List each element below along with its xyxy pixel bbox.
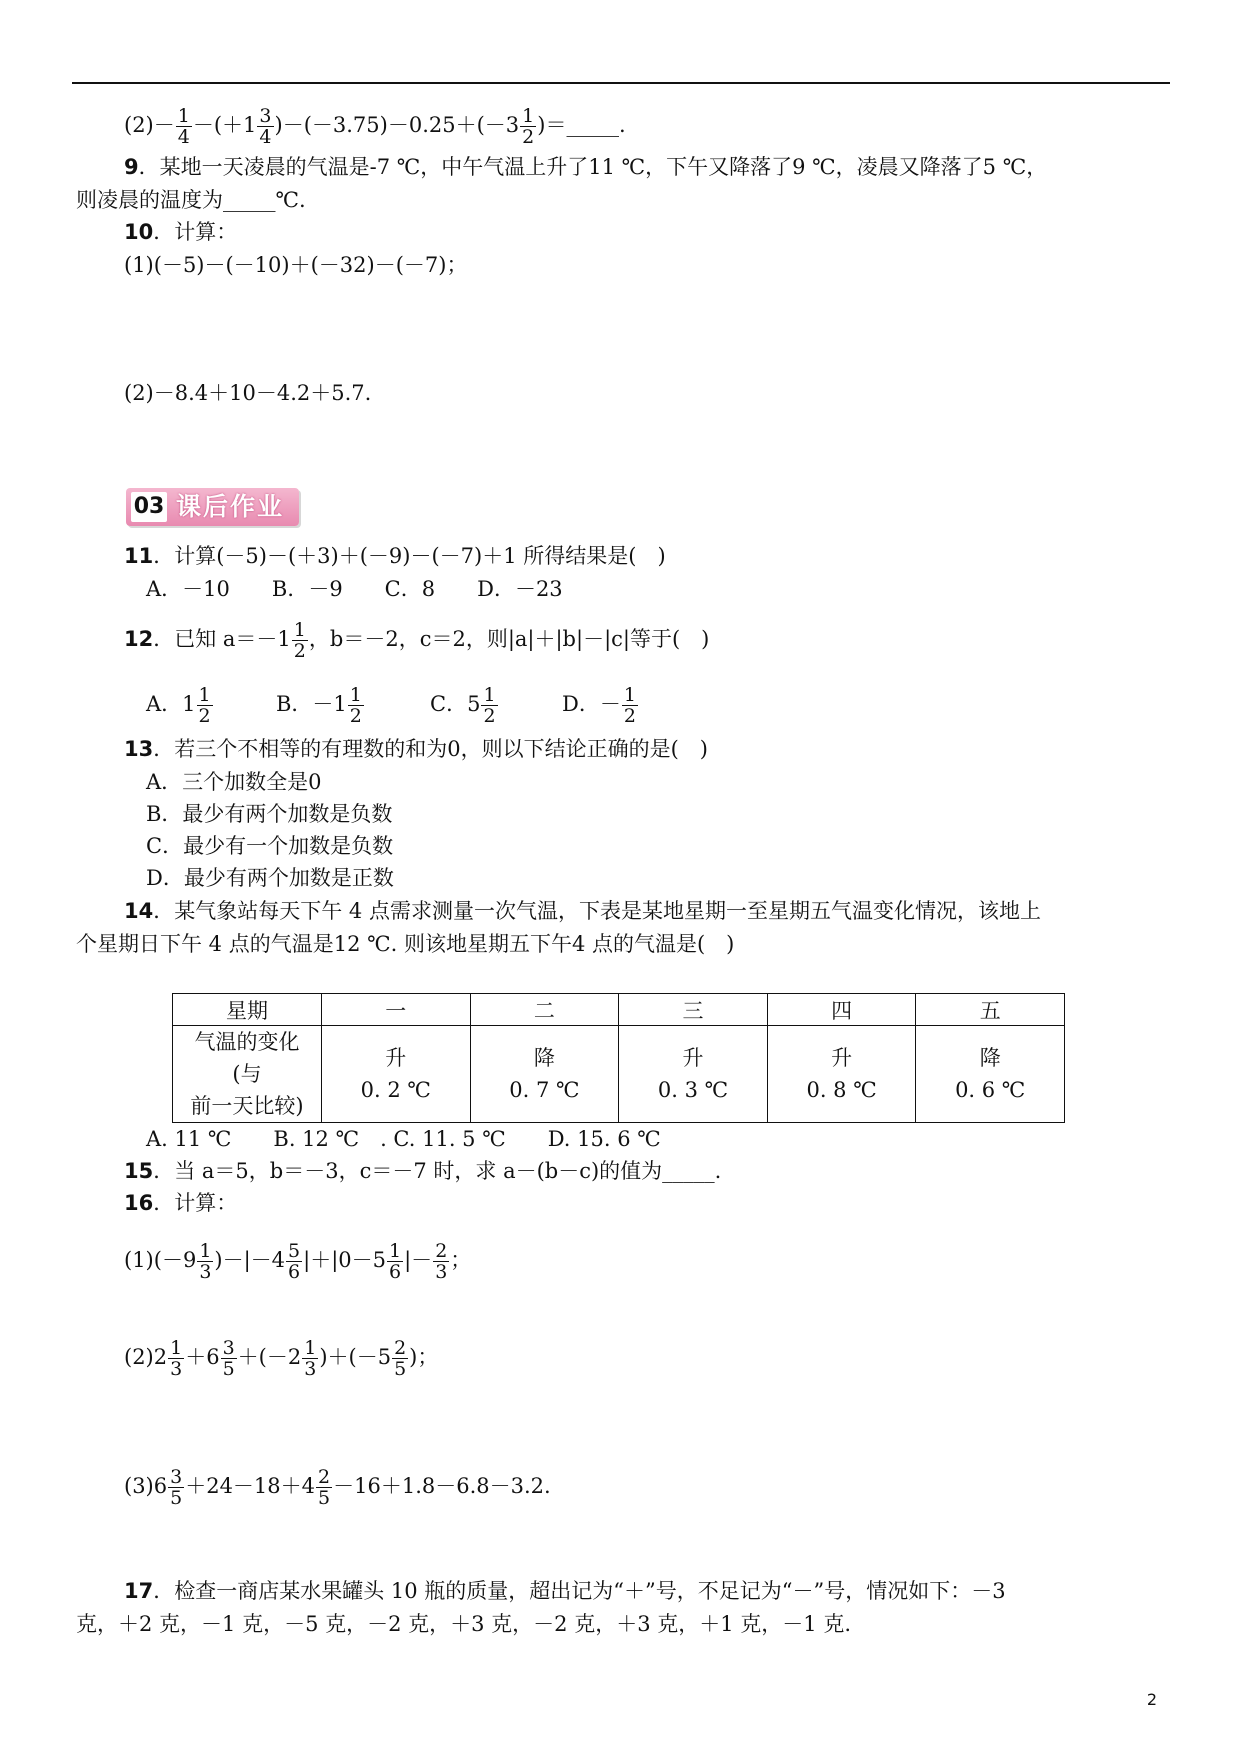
question-16-part-2: (2)2 $\frac{1}{3}$ ＋6 $\frac{3}{5}$ ＋(－2 $\frac{1}{3}$ )＋(－5 $\frac{2}{5}$ )； [124, 1337, 439, 1380]
table-cell: 降 0. 7 ℃ [470, 1026, 619, 1123]
fraction: $\frac{5}{6}$ [288, 1240, 301, 1283]
question-13-option-c: C．最少有一个加数是负数 [146, 834, 394, 858]
question-10-part-2: (2)－8.4＋10－4.2＋5.7. [124, 381, 372, 405]
fraction: $\frac{1}{2}$ [198, 684, 211, 727]
fraction: $\frac{1}{3}$ [170, 1337, 183, 1380]
question-12: 12．已知 a＝－1 $\frac{1}{2}$ ，b＝－2，c＝2，则|a|＋|b|－|c|等于( ) [124, 619, 710, 662]
header-rule [72, 82, 1170, 84]
page-number: 2 [1146, 1690, 1157, 1709]
question-17-line-2: 克，＋2 克，－1 克，－5 克，－2 克，＋3 克，－2 克，＋3 克，＋1 克，－1 克. [76, 1612, 851, 1636]
fraction: $\frac{1}{2}$ [349, 684, 362, 727]
question-9-line-2: 则凌晨的温度为_____℃. [76, 188, 306, 212]
question-11-options: A．－10 B．－9 C．8 D．－23 [146, 577, 563, 601]
question-17-line-1: 17．检查一商店某水果罐头 10 瓶的质量，超出记为“＋”号，不足记为“－”号，情况如下：－3 [124, 1579, 1006, 1603]
question-16-part-1: (1)(－9 $\frac{1}{3}$ )－|－4 $\frac{5}{6}$ |＋|0－5 $\frac{1}{6}$ |－ $\frac{2}{3}$ ； [124, 1240, 472, 1283]
section-title: 课后作业 [176, 492, 285, 521]
table-row [173, 1026, 1065, 1123]
temperature-table [172, 993, 1065, 1123]
table-header-cell: 星期 [173, 994, 322, 1026]
table-header-cell: 二 [470, 994, 619, 1026]
table-header-cell: 三 [619, 994, 768, 1026]
fraction: $\frac{1}{6}$ [389, 1240, 402, 1283]
fraction: $\frac{3}{5}$ [222, 1337, 235, 1380]
table-header-cell: 四 [767, 994, 916, 1026]
fraction: $\frac{2}{5}$ [318, 1466, 331, 1509]
question-16-heading: 16．计算： [124, 1191, 238, 1215]
question-11: 11．计算(－5)－(＋3)＋(－9)－(－7)＋1 所得结果是( ) [124, 544, 666, 568]
question-13-option-a: A．三个加数全是0 [146, 770, 322, 794]
question-13-option-d: D．最少有两个加数是正数 [146, 866, 394, 890]
question-8-part-2: (2)－ $\frac{1}{4}$ －(＋1 $\frac{3}{4}$ )－(－3.75)－0.25＋(－3 $\frac{1}{2}$ )＝_____. [124, 105, 626, 148]
fraction: $\frac{3}{4}$ [259, 105, 272, 148]
table-cell: 降 0. 6 ℃ [916, 1026, 1065, 1123]
fraction: $\frac{2}{5}$ [394, 1337, 407, 1380]
table-header-row [173, 994, 1065, 1026]
question-10-part-1: (1)(－5)－(－10)＋(－32)－(－7)； [124, 253, 468, 277]
row-label-cell: 气温的变化 (与 前一天比较) [173, 1026, 322, 1123]
question-14-options: A. 11 ℃ B. 12 ℃ . C. 11. 5 ℃ D. 15. 6 ℃ [146, 1127, 661, 1151]
fraction: $\frac{2}{3}$ [435, 1240, 448, 1283]
table-cell: 升 0. 8 ℃ [767, 1026, 916, 1123]
question-12-option-c: C．5 $\frac{1}{2}$ [430, 684, 496, 727]
fraction: $\frac{1}{2}$ [522, 105, 535, 148]
fraction: $\frac{1}{2}$ [483, 684, 496, 727]
fraction: $\frac{1}{3}$ [199, 1240, 212, 1283]
question-12-option-d: D．－ $\frac{1}{2}$ [562, 684, 636, 727]
fraction: $\frac{1}{2}$ [293, 619, 306, 662]
table-header-cell: 五 [916, 994, 1065, 1026]
question-12-option-a: A．1 $\frac{1}{2}$ [146, 684, 211, 727]
fraction: $\frac{1}{4}$ [177, 105, 190, 148]
question-14-line-2: 个星期日下午 4 点的气温是12 ℃. 则该地星期五下午4 点的气温是( ) [76, 932, 735, 956]
fraction: $\frac{1}{2}$ [623, 684, 636, 727]
question-16-part-3: (3)6 $\frac{3}{5}$ ＋24－18＋4 $\frac{2}{5}$ －16＋1.8－6.8－3.2. [124, 1466, 551, 1509]
table-cell: 升 0. 3 ℃ [619, 1026, 768, 1123]
section-number: 03 [131, 492, 167, 522]
question-13: 13．若三个不相等的有理数的和为0，则以下结论正确的是( ) [124, 737, 708, 761]
question-12-option-b: B．－1 $\frac{1}{2}$ [276, 684, 362, 727]
question-14-line-1: 14．某气象站每天下午 4 点需求测量一次气温，下表是某地星期一至星期五气温变化情况，该地上 [124, 899, 1041, 923]
question-13-option-b: B．最少有两个加数是负数 [146, 802, 393, 826]
table-header-cell: 一 [322, 994, 471, 1026]
question-9-line-1: 9．某地一天凌晨的气温是-7 ℃，中午气温上升了11 ℃，下午又降落了9 ℃，凌晨又降落了5 ℃， [124, 155, 1048, 179]
question-10-heading: 10．计算： [124, 220, 238, 244]
section-badge [126, 488, 299, 526]
fraction: $\frac{1}{3}$ [304, 1337, 317, 1380]
question-15: 15．当 a＝5，b＝－3，c＝－7 时，求 a－(b－c)的值为_____. [124, 1159, 722, 1183]
table-cell: 升 0. 2 ℃ [322, 1026, 471, 1123]
fraction: $\frac{3}{5}$ [170, 1466, 183, 1509]
